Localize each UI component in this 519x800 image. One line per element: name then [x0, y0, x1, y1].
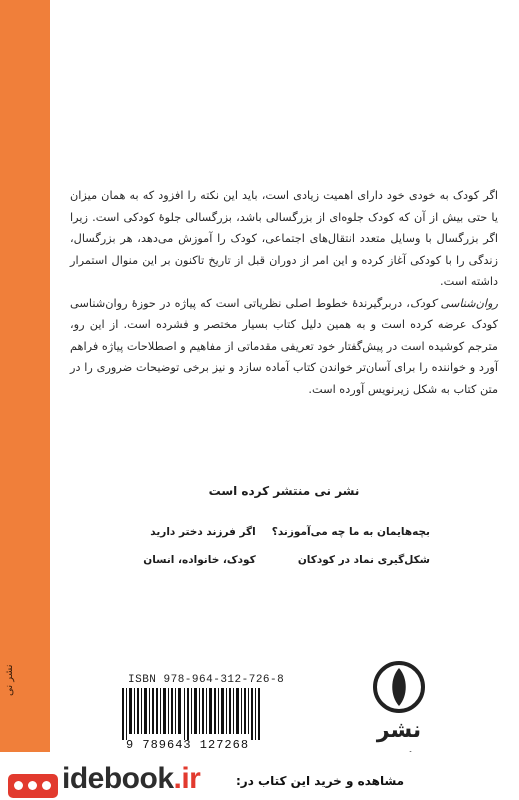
- related-titles: [143, 526, 430, 566]
- blurb-paragraph-1: اگر کودک به خودی خود دارای اهمیت زیادی است، باید این نکته را افزود که به همان میزان یا حتی بیش از آن که کودک جلوه‌ای از بزرگسالی باشد، بزرگسالی جلوهٔ کودکی است. زیرا اگر بزرگسال با وسایل متعدد انتقال‌های اجتماعی، کودک را آموزش می‌دهد، هر بزرگسال، زندگی را با کودکی آغاز کرده و این امر از دوران قبل از تاریخ تاکنون بر این منوال استمرار داشته است.: [70, 189, 498, 288]
- blurb-paragraph-2-rest: ، دربرگیرندهٔ خطوط اصلی نظریاتی است که پیاژه در حوزهٔ روان‌شناسی کودک عرضه کرده است و به همین دلیل کتاب بسیار مختصر و فشرده است. از این رو، مترجم کوشیده است در پیش‌گفتار خود تعریفی مقدماتی از مفاهیم و اصطلاحات پیاژه فراهم آورد و خواننده را برای آسان‌تر خواندن کتاب آماده سازد و نیز برخی توضیحات ضروری را در متن کتاب به شکل زیرنویس آورده است.: [70, 296, 498, 396]
- back-cover-blurb: [70, 185, 498, 400]
- related-title: بچه‌هایمان به ما چه می‌آموزند؟: [271, 526, 430, 538]
- idebook-banner[interactable]: [0, 752, 519, 800]
- idebook-logo-icon: [8, 774, 58, 798]
- related-title: اگر فرزند دختر دارید: [150, 526, 256, 538]
- idebook-logo-main: idebook: [62, 762, 174, 795]
- publisher-logo-text: نشر: [376, 718, 422, 743]
- related-title: شکل‌گیری نماد در کودکان: [297, 554, 430, 566]
- isbn-label: ISBN 978-964-312-726-8: [128, 674, 285, 686]
- publisher-logo-icon: [372, 660, 426, 714]
- barcode: [122, 688, 260, 740]
- spine-text: نشر نی: [4, 664, 15, 696]
- related-title: کودک، خانواده، انسان: [143, 554, 256, 566]
- idebook-logo-domain: .ir: [173, 762, 201, 795]
- publisher-heading: نشر نی منتشر کرده است: [208, 484, 360, 498]
- blurb-paragraph-2: [70, 293, 498, 401]
- book-title-italic: روان‌شناسی کودک: [409, 296, 498, 310]
- barcode-number: 9 789643 127268: [126, 738, 250, 752]
- banner-text: مشاهده و خرید این کتاب در:: [236, 774, 405, 788]
- idebook-logo[interactable]: [62, 762, 200, 796]
